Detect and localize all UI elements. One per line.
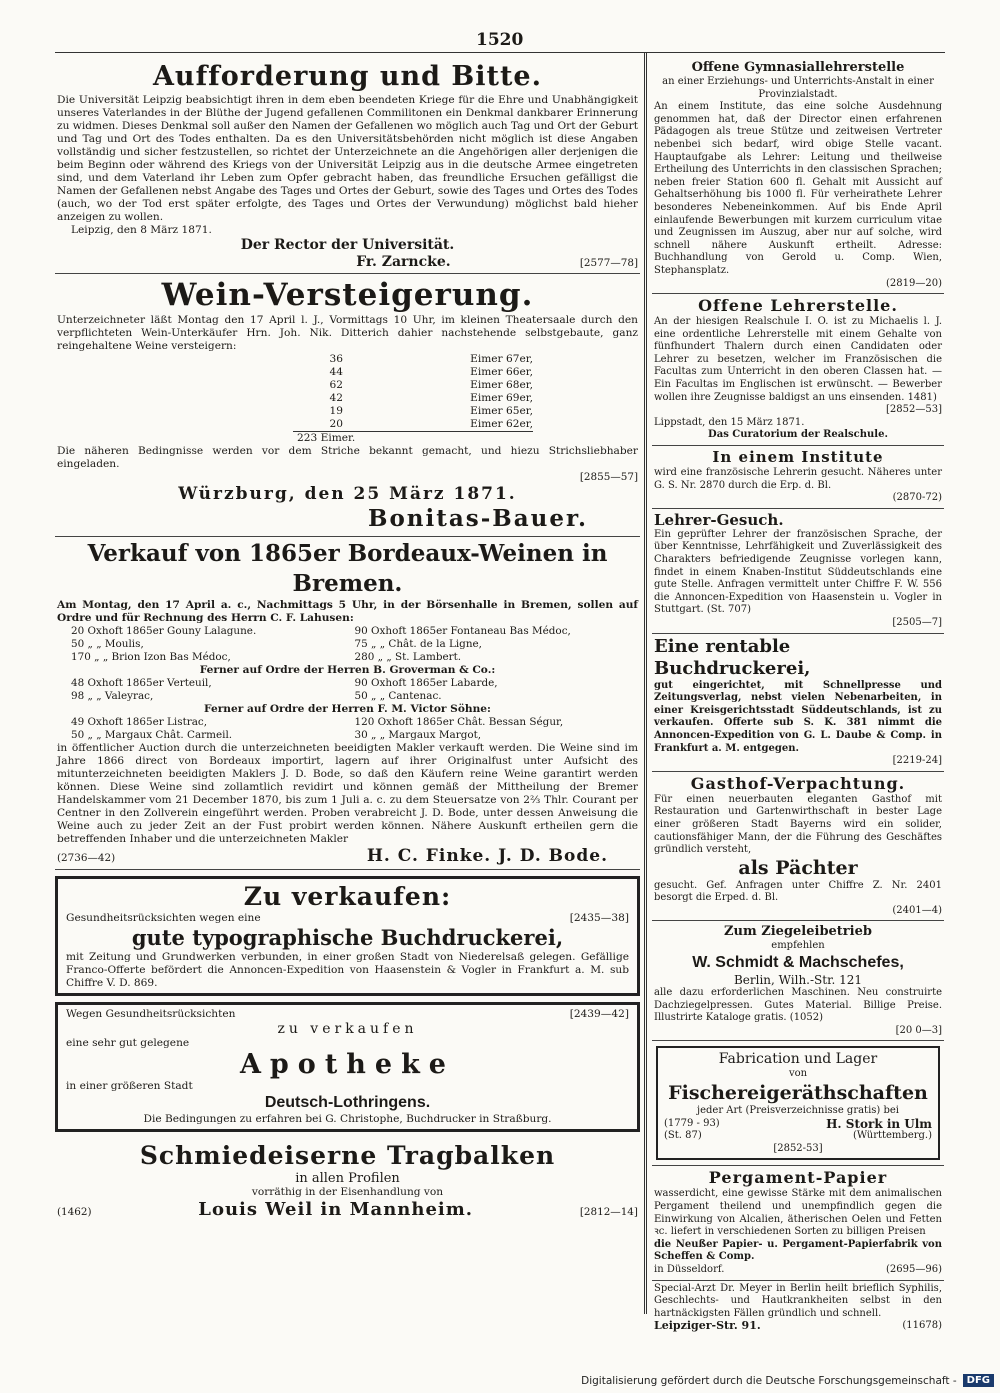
wine-item: 120 Oxhoft 1865er Chât. Bessan Ségur, bbox=[354, 716, 564, 728]
ad-code: (St. 87) bbox=[664, 1130, 702, 1142]
ad-institut bbox=[652, 446, 944, 509]
ad-gasthof bbox=[652, 772, 944, 922]
ad-tragbalken bbox=[55, 1138, 640, 1222]
wine-item: 30 „ „ Margaux Margot, bbox=[354, 729, 482, 741]
ad-line: Wegen Gesundheitsrücksichten bbox=[66, 1008, 236, 1020]
ad-footer: gesucht. Gef. Anfragen unter Chiffre Z. Nr. 2401 besorgt die Erped. d. Bl. bbox=[654, 879, 942, 904]
ad-signer: Das Curatorium der Realschule. bbox=[708, 429, 888, 441]
wine-qty: 42 bbox=[329, 392, 343, 404]
ad-line: eine sehr gut gelegene bbox=[66, 1037, 190, 1049]
ad-code: [2505—7] bbox=[892, 616, 942, 628]
ad-title: Pergament-Papier bbox=[708, 1168, 888, 1188]
ad-body: Ein geprüfter Lehrer der französischen Sprache, der über Kenntnisse, Lehrfähigkeit und Zuverlässigkeit des Charakters befriedigende Zeugnisse vorlegen kann, findet in einem Knaben-Institut Süddeutschlands eine gute Stelle. Anfragen vermittelt unter Chiffre F. W. 556 die Annoncen-Expedition von Haasenstein u. Vogler in Stuttgart. (St. 707) bbox=[654, 528, 942, 616]
ad-signer: Bonitas-Bauer. bbox=[368, 505, 588, 532]
ad-region: Deutsch-Lothringens. bbox=[264, 1094, 431, 1111]
ad-intro: Unterzeichneter läßt Montag den 17 April l. J., Vormittags 10 Uhr, im kleinen Theatersaale durch den verpflichteten Wein-Unterkäufer Hrn. Joh. Nik. Ditterich dahier nachstehende selbstgebaute, ganz reingehaltene Weine versteigern: bbox=[57, 314, 638, 352]
ad-title: Schmiedeiserne Tragbalken bbox=[139, 1141, 556, 1170]
ad-body: in öffentlicher Auction durch die unterzeichneten beeidigten Makler verkauft werden. Die Weine sind im Jahre 1866 direct von Bordeaux importirt, lagern auf ihrer Originalfust unter Aufsicht des mitunterzeichneten beeidigten Maklers J. D. Bode, so daß den Käufern reine Weine garantirt werden können. Diese Weine sind zollamtlich revidirt und können gemäß der Mittheilung der Bremer Handelskammer vom 21 December 1870, bis zum 1 Juli a. c. zu dem Steuersatze von 2⅔ Thlr. Courant per Centner in den Zollverein eingeführt werden. Proben verabreicht J. D. Bode, unter dessen Anweisung die Weine auch zu jeder Zeit an der Fust probirt werden können. Nähere Auskunft ertheilen gern die betreffenden Inhaber und die unterzeichneten Makler bbox=[57, 742, 638, 845]
ad-title: In einem Institute bbox=[712, 448, 884, 467]
ad-fischerei bbox=[656, 1046, 940, 1160]
order-line: Ferner auf Ordre der Herren B. Groverman & Co.: bbox=[199, 664, 496, 676]
ad-subject: Fischereigeräthschaften bbox=[668, 1082, 928, 1105]
ad-address: Leipziger-Str. 91. bbox=[654, 1319, 761, 1333]
wine-group-1 bbox=[71, 625, 638, 664]
ad-line: in allen Profilen bbox=[295, 1171, 400, 1186]
ad-address: Berlin, Wilh.-Str. 121 bbox=[733, 973, 863, 988]
ad-code: [2812—14] bbox=[579, 1206, 638, 1218]
wine-qty: 44 bbox=[329, 366, 343, 378]
ad-pergament bbox=[652, 1165, 944, 1280]
ad-lehrer-gesuch bbox=[652, 509, 944, 634]
ad-conditions: Die näheren Bedingnisse werden vor dem Striche bekannt gemacht, und hiezu Strichsliebhaber eingeladen. bbox=[57, 445, 638, 470]
top-rule bbox=[55, 52, 945, 53]
wine-item: 50 „ „ Margaux Chât. Carmeil. bbox=[71, 729, 233, 741]
ad-title: Verkauf von 1865er Bordeaux-Weinen in Bremen. bbox=[87, 540, 608, 597]
ad-line: empfehlen bbox=[771, 940, 825, 952]
wine-item: 20 Oxhoft 1865er Gouny Lalagune. bbox=[71, 625, 257, 637]
ad-ziegeleibetrieb bbox=[652, 921, 944, 1041]
ad-code: [2855—57] bbox=[579, 471, 638, 483]
ad-code: (1779 - 93) bbox=[664, 1117, 720, 1129]
ad-line: in einer größeren Stadt bbox=[66, 1080, 193, 1092]
ad-special-arzt bbox=[652, 1281, 944, 1335]
ad-title: Fabrication und Lager bbox=[718, 1051, 878, 1068]
ad-wein-versteigerung bbox=[55, 274, 640, 537]
ad-title: Wein-Versteigerung. bbox=[161, 277, 534, 313]
ad-apotheke bbox=[55, 1002, 640, 1132]
wine-desc: Eimer 66er, bbox=[470, 366, 533, 378]
ad-place-date: Würzburg, den 25 März 1871. bbox=[178, 484, 517, 504]
ad-body: Für einen neuerbauten eleganten Gasthof mit Restauration und Gartenwirthschaft in bester Lage einer größeren Stadt Bayerns wird ein solider, cautionsfähiger Mann, der die Führung des Geschäftes gründlich versteht, bbox=[654, 793, 942, 856]
dfg-logo: DFG bbox=[963, 1374, 994, 1387]
ad-place-date: Leipzig, den 8 März 1871. bbox=[71, 224, 212, 236]
ad-body: wird eine französische Lehrerin gesucht. Näheres unter G. S. Nr. 2870 durch die Erp. d. Bl. bbox=[654, 467, 942, 491]
ad-code: [2852-53] bbox=[773, 1142, 823, 1154]
wine-desc: Eimer 67er, bbox=[470, 353, 533, 365]
ad-firm: Louis Weil in Mannheim. bbox=[198, 1199, 474, 1220]
wine-item: 90 Oxhoft 1865er Fontaneau Bas Médoc, bbox=[354, 625, 571, 637]
ad-title: Zu verkaufen: bbox=[243, 882, 452, 911]
ad-line: vorräthig in der Eisenhandlung von bbox=[251, 1186, 444, 1198]
wine-item: 90 Oxhoft 1865er Labarde, bbox=[354, 677, 498, 689]
footer-text: Digitalisierung gefördert durch die Deutsche Forschungsgemeinschaft - bbox=[581, 1374, 957, 1387]
ad-buchdruckerei bbox=[652, 634, 944, 772]
ad-signer-title: Der Rector der Universität. bbox=[240, 237, 455, 253]
ad-title: Offene Gymnasiallehrerstelle bbox=[691, 60, 905, 75]
wine-qty: 36 bbox=[329, 353, 343, 365]
ad-place: in Düsseldorf. bbox=[654, 1263, 725, 1275]
ad-title: Gasthof-Verpachtung. bbox=[690, 773, 906, 793]
ad-subject: gute typographische Buchdruckerei, bbox=[131, 925, 564, 950]
wine-desc: Eimer 68er, bbox=[470, 379, 533, 391]
wine-total: 223 Eimer. bbox=[297, 432, 356, 444]
ad-code: [2577—78] bbox=[579, 257, 638, 269]
ad-signer: Fr. Zarncke. bbox=[356, 254, 451, 270]
ad-body: gut eingerichtet, mit Schnellpresse und Zeitungsverlag, nebst vielen Nebenarbeiten, in einer Kreisgerichtsstadt Süddeutschlands, ist zu verkaufen. Offerte sub S. K. 381 nimmt die Annoncen-Expedition von G. L. Daube & Comp. in Frankfurt a. M. entgegen. bbox=[654, 679, 942, 754]
wine-list bbox=[293, 353, 533, 445]
ad-title: Zum Ziegeleibetrieb bbox=[724, 924, 872, 940]
ad-code: [2439—42] bbox=[569, 1008, 629, 1020]
digitization-footer bbox=[581, 1374, 994, 1387]
ad-als: als Pächter bbox=[738, 856, 858, 879]
ad-line: von bbox=[788, 1068, 808, 1080]
left-column bbox=[55, 58, 640, 1222]
ad-lehrerstelle bbox=[652, 294, 944, 446]
ad-code: (2695—96) bbox=[886, 1263, 942, 1275]
ad-place-date: Lippstadt, den 15 März 1871. bbox=[654, 416, 805, 428]
ad-title: Eine rentable Buchdruckerei, bbox=[654, 635, 811, 679]
ad-line: Gesundheitsrücksichten wegen eine bbox=[66, 912, 261, 924]
wine-item: 50 „ „ Cantenac. bbox=[354, 690, 442, 702]
wine-group-3 bbox=[71, 716, 638, 742]
wine-desc: Eimer 62er, bbox=[470, 418, 533, 430]
ad-body: An der hiesigen Realschule I. O. ist zu Michaelis l. J. eine ordentliche Lehrerstelle mit einem Gehalte von fünfhundert Thalern durch einen Candidaten oder Lehrer zu besetzen, welcher im Französischen die Facultas zum Unterricht in den oberen Classen hat. — Ein Facultas im Englischen ist erwünscht. — Bewerber wollen ihre Zeugnisse baldigst an uns einsenden. 1481) bbox=[654, 316, 942, 403]
ad-title: Aufforderung und Bitte. bbox=[152, 61, 542, 92]
wine-item: 49 Oxhoft 1865er Listrac, bbox=[71, 716, 208, 728]
ad-title: Apotheke bbox=[239, 1049, 455, 1080]
wine-item: 170 „ „ Brion Izon Bas Médoc, bbox=[71, 651, 231, 663]
ad-body: Die Universität Leipzig beabsichtigt ihren in dem eben beendeten Kriege für die Ehre und Unabhängigkeit unseres Vaterlandes in der Blüthe der Jugend gefallenen Commilitonen ein Denkmal dankbarer Erinnerung zu widmen. Dieses Denkmal soll außer den Namen der Gefallenen wo möglich auch Tag und Ort der Geburt und Tag und Ort des Todes enthalten. Da es den Universitätsbehörden nicht möglich ist diese Angaben vollständig und sicher festzustellen, so richtet der Unterzeichnete an die Angehörigen aller derjenigen die beim Beginn oder während des Kriegs von der Universität Leipzig aus in die deutsche Armee eingetreten sind, und dem Vaterland ihr Leben zum Opfer gebracht haben, das freundliche Ersuchen gefälligst die Namen der Gefallenen nebst Angabe des Tages und Ortes der Geburt, sowie des Tages und Ortes des Todes (auch, wo der Tod erst später erfolgte, des Tages und Ortes der Verwundung) möglichst bald hieher anzeigen zu wollen. bbox=[57, 94, 638, 223]
ad-footer: Die Bedingungen zu erfahren bei G. Christophe, Buchdrucker in Straßburg. bbox=[143, 1113, 552, 1125]
ad-line: jeder Art (Preisverzeichnisse gratis) bei bbox=[696, 1105, 900, 1117]
wine-qty: 20 bbox=[329, 418, 343, 430]
ad-body: alle dazu erforderlichen Maschinen. Neu construirte Dachziegelpressen. Gutes Material. Billige Preise. Illustrirte Kataloge gratis. (1052) bbox=[654, 987, 942, 1024]
ad-code: (2819—20) bbox=[886, 277, 942, 289]
ad-gymnasiallehrerstelle bbox=[652, 58, 944, 294]
wine-qty: 19 bbox=[329, 405, 343, 417]
ad-intro: Am Montag, den 17 April a. c., Nachmittags 5 Uhr, in der Börsenhalle in Bremen, sollen auf Ordre und für Rechnung des Herrn C. F. Lahusen: bbox=[57, 599, 638, 624]
ad-body: wasserdicht, eine gewisse Stärke mit dem animalischen Pergament theilend und unempfindlich gegen die Einwirkung von Alcalien, ätherischen Oelen und Fetten ꝛc. liefert in verschiedenen Sorten zu billigen Preisen bbox=[654, 1188, 942, 1238]
ad-zu-verkaufen bbox=[55, 876, 640, 996]
ad-bordeaux bbox=[55, 537, 640, 870]
ad-signers: H. C. Finke. J. D. Bode. bbox=[366, 846, 608, 866]
ad-code: (2401—4) bbox=[892, 904, 942, 916]
ad-body: An einem Institute, das eine solche Ausdehnung genommen hat, daß der Director einen erfahrenen Pädagogen als treue Stütze und zeitweisen Vertreter nebenbei sich bedarf, wird obige Stelle vacant. Hauptaufgabe als Lehrer: Leitung und theilweise Ertheilung des Unterrichts in den classischen Sprachen; neben freier Station 600 fl. Gehalt mit Aussicht auf Gehaltserhöhung bis 1000 fl. Für verheirathete Lehrer besonderes Nebeneinkommen. Auf bis Ende April einlaufende Bewerbungen mit kurzem curriculum vitae und Zeugnissen im Auszug, aber nur auf solche, wird schnell nähere Auskunft ertheilt. Adresse: Buchhandlung von Gerold u. Comp. Wien, Stephansplatz. bbox=[654, 101, 942, 276]
wine-item: 98 „ „ Valeyrac, bbox=[71, 690, 154, 702]
ad-zu-verkaufen: zu verkaufen bbox=[277, 1021, 418, 1037]
ad-aufforderung bbox=[55, 58, 640, 274]
wine-item: 50 „ „ Moulis, bbox=[71, 638, 144, 650]
ad-title: Lehrer-Gesuch. bbox=[654, 510, 784, 529]
ad-subtitle: an einer Erziehungs- und Unterrichts-Anstalt in einer Provinzialstadt. bbox=[662, 76, 934, 100]
page-number: 1520 bbox=[476, 30, 524, 50]
wine-item: 48 Oxhoft 1865er Verteuil, bbox=[71, 677, 212, 689]
ad-code: [20 0—3] bbox=[895, 1024, 942, 1036]
ad-body: mit Zeitung und Grundwerken verbunden, in einer großen Stadt von Niederelsaß gelegen. Gefällige Franco-Offerte befördert die Annoncen-Expedition von Haasenstein & Vogler in Frankfurt a. M. sub Chiffre V. D. 869. bbox=[66, 951, 629, 989]
ad-code: (11678) bbox=[902, 1320, 942, 1332]
ad-code: (1462) bbox=[57, 1206, 92, 1218]
ad-region: (Württemberg.) bbox=[852, 1130, 932, 1142]
column-divider bbox=[644, 52, 647, 1314]
ad-firm: W. Schmidt & Machschefes, bbox=[692, 954, 904, 972]
ad-code: [2852—53] bbox=[886, 404, 942, 416]
ad-code: (2870-72) bbox=[892, 492, 942, 504]
ad-code: [2435—38] bbox=[569, 912, 629, 924]
wine-desc: Eimer 69er, bbox=[470, 392, 533, 404]
ad-title: Offene Lehrerstelle. bbox=[698, 296, 898, 316]
ad-code: [2219-24] bbox=[892, 755, 942, 767]
ad-body: Special-Arzt Dr. Meyer in Berlin heilt brieflich Syphilis, Geschlechts- und Hautkrankheiten selbst in den hartnäckigsten Fällen gründlich und schnell. bbox=[654, 1282, 942, 1319]
order-line: Ferner auf Ordre der Herren F. M. Victor Söhne: bbox=[204, 703, 491, 715]
right-column bbox=[652, 58, 944, 1335]
ad-firm: H. Stork in Ulm bbox=[826, 1116, 932, 1131]
wine-item: 280 „ „ St. Lambert. bbox=[354, 651, 462, 663]
wine-qty: 62 bbox=[329, 379, 343, 391]
wine-group-2 bbox=[71, 677, 638, 703]
ad-code: (2736—42) bbox=[57, 852, 116, 864]
ad-firm: die Neußer Papier- u. Pergament-Papierfabrik von Scheffen & Comp. bbox=[654, 1238, 942, 1263]
wine-item: 75 „ „ Chât. de la Ligne, bbox=[354, 638, 482, 650]
wine-desc: Eimer 65er, bbox=[470, 405, 533, 417]
